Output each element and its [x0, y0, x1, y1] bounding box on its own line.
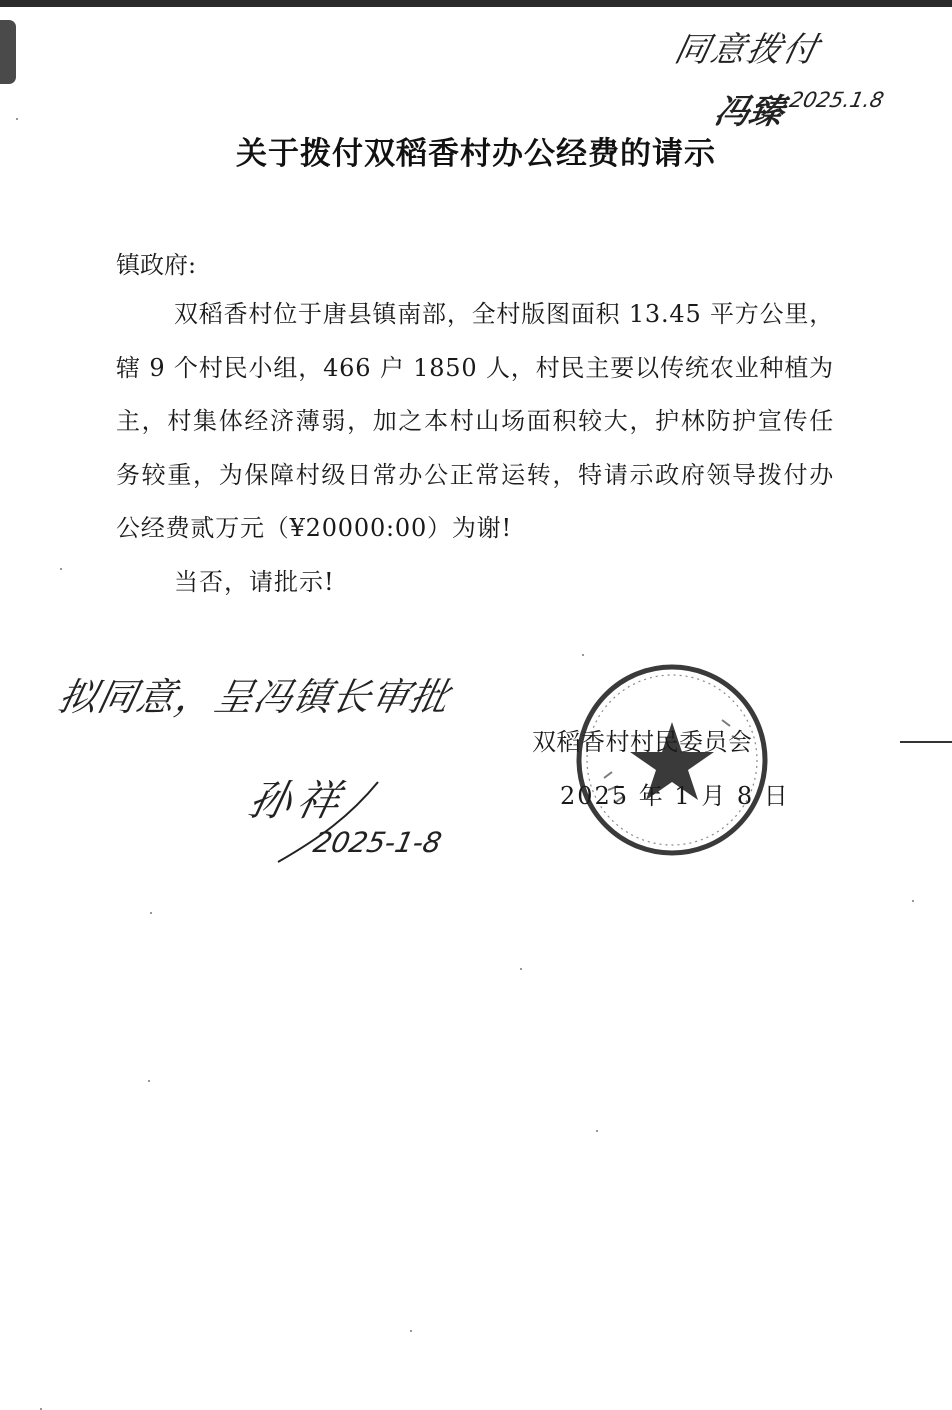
handwritten-review-date: 2025-1-8 [310, 826, 445, 859]
side-handle[interactable] [0, 20, 16, 84]
handwritten-approval-signature: 冯臻 [711, 92, 788, 132]
scan-dot [148, 1080, 150, 1082]
scan-dot [60, 568, 62, 570]
handwritten-review-signature: 孙祥 [244, 776, 351, 825]
handwritten-approval-comment: 同意拨付 [671, 30, 824, 70]
document-date: 2025 年 1 月 8 日 [560, 782, 790, 810]
signature-stroke [270, 776, 390, 866]
scan-dot [520, 968, 522, 970]
closing-line: 当否，请批示! [174, 568, 335, 596]
official-seal [572, 660, 772, 860]
request-body: 双稻香村位于唐县镇南部，全村版图面积 13.45 平方公里，辖 9 个村民小组，466 户 1850 人，村民主要以传统农业种植为主，村集体经济薄弱，加之本村山场面积较大，护林防护宣传任务较重，为保障村级日常办公正常运转，特请示政府领导拨付办公经费贰万元（¥20000:00）为谢! [116, 300, 834, 542]
scan-dot [912, 900, 914, 902]
scan-mark [900, 741, 952, 743]
salutation: 镇政府: [116, 251, 197, 279]
scan-dot [150, 912, 152, 914]
handwritten-approval-date: 2025.1.8 [787, 88, 887, 112]
handwritten-review-comment: 拟同意，呈冯镇长审批 [54, 675, 454, 719]
scan-dot [410, 1330, 412, 1332]
scan-dot [582, 654, 584, 656]
top-edge-bar [0, 0, 952, 7]
sender-name: 双稻香村村民委员会 [532, 728, 753, 756]
scan-dot [596, 1130, 598, 1132]
document-title: 关于拨付双稻香村办公经费的请示 [236, 136, 716, 172]
scan-dot [16, 118, 18, 120]
